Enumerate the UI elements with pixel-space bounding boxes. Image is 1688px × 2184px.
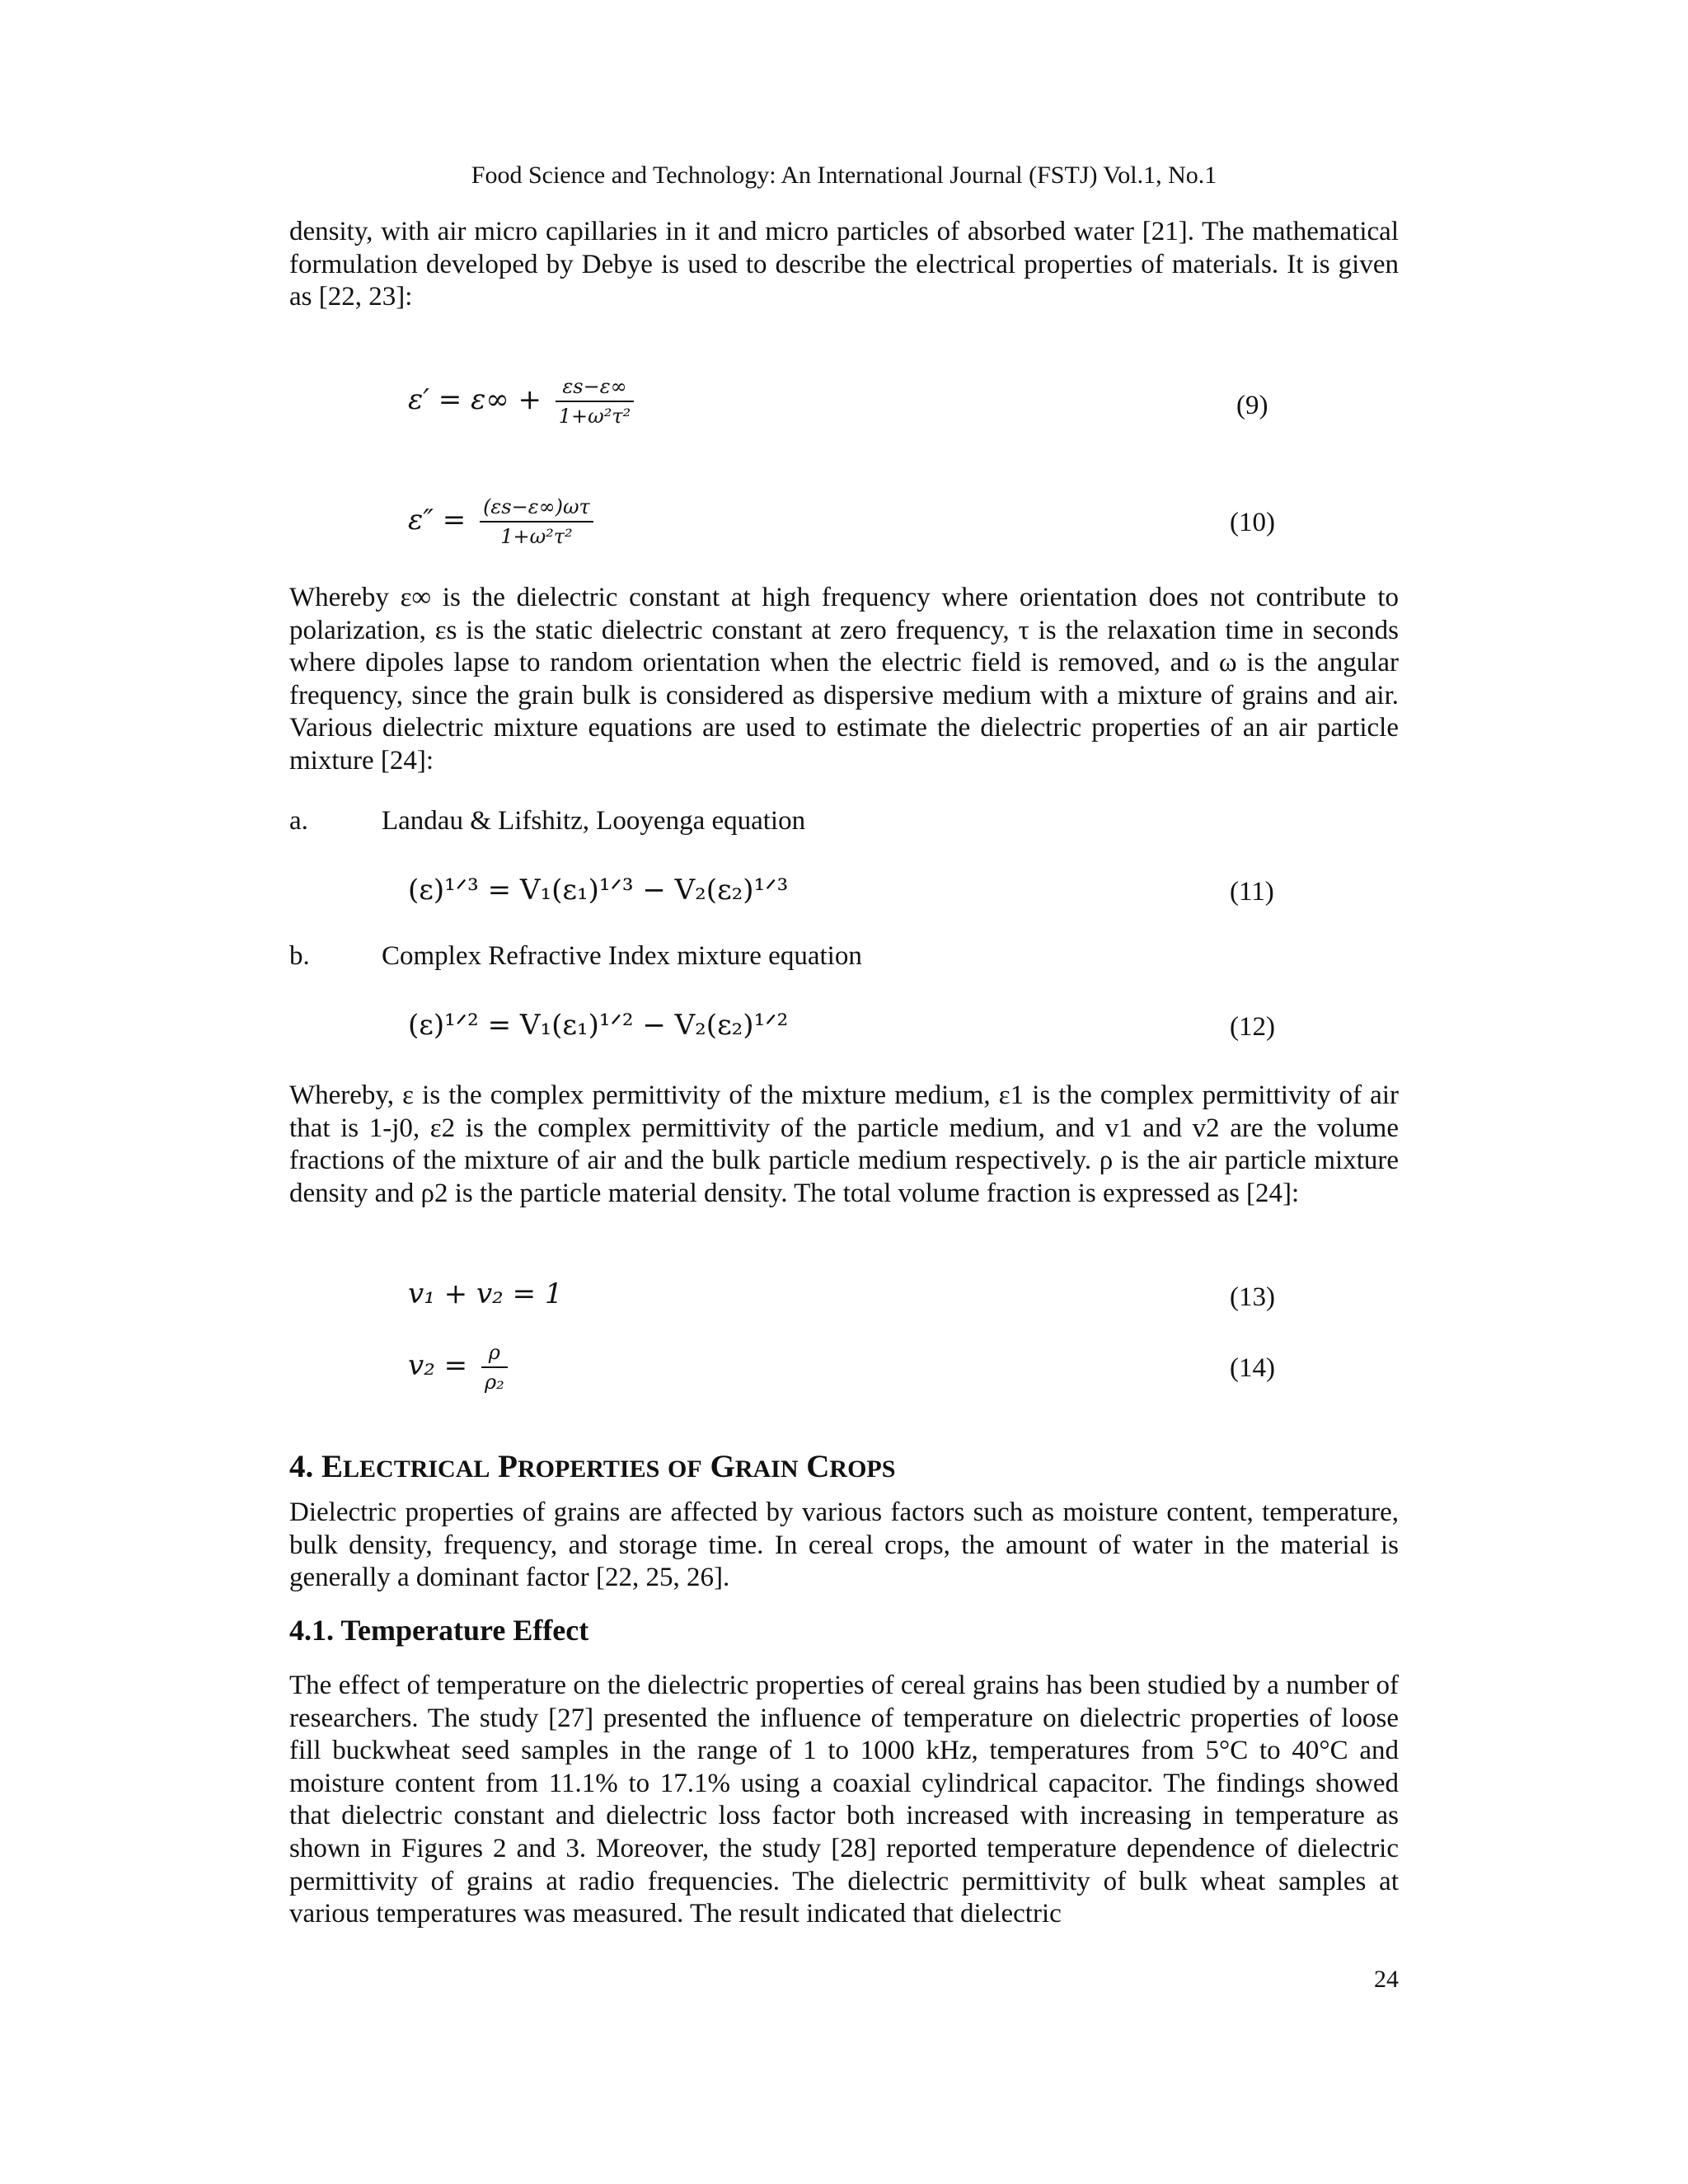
equation-9-fraction [556, 374, 634, 429]
equation-9 [408, 374, 634, 429]
equation-10-fraction [480, 494, 593, 549]
list-item-a-text: Landau & Lifshitz, Looyenga equation [382, 806, 806, 836]
list-item-b-label: b. [289, 941, 310, 971]
section-4-word4-rest: RAIN [734, 1455, 799, 1483]
whereby-paragraph: Whereby ε∞ is the dielectric constant at high frequency where orientation does not contribute to polarization, εs is the static dielectric constant at zero frequency, τ is the relaxation time in seconds where dipoles lapse to random orientation when the electric field is removed, and ω is the angular frequency, since the grain bulk is considered as dispersive medium with a mixture of grains and air. Various dielectric mixture equations are used to estimate the dielectric properties of an air particle mixture [24]: [289, 583, 1399, 776]
intro-paragraph: density, with air micro capillaries in it and micro particles of absorbed water [21]. The mathematical formulation developed by Debye is used to describe the electrical properties of materials. It is given as [22, 23]: [289, 217, 1399, 312]
equation-14-number: (14) [1230, 1353, 1275, 1383]
section-4-word2-cap: P [498, 1449, 518, 1484]
equation-9-denominator: 1+ω²τ² [558, 405, 631, 428]
list-item-b-text: Complex Refractive Index mixture equation [382, 941, 862, 971]
equation-13: v₁ + v₂ = 1 [408, 1277, 563, 1310]
section-4-word2-rest: ROPERTIES [517, 1455, 660, 1483]
equation-11-number: (11) [1230, 877, 1274, 907]
equation-9-number: (9) [1236, 391, 1268, 420]
equation-14-denominator: ρ₂ [484, 1371, 504, 1394]
equation-10-numerator: (εs−ε∞)ωτ [480, 494, 593, 523]
equation-12-number: (12) [1230, 1012, 1275, 1042]
equation-11: (ε)¹ᐟ³ = V₁(ε₁)¹ᐟ³ − V₂(ε₂)¹ᐟ³ [408, 874, 789, 907]
section-4-word1-cap: E [321, 1449, 344, 1484]
equation-10-lhs: ε″ = [408, 504, 467, 537]
section-4-word3: OF [668, 1455, 702, 1483]
equation-9-lhs: ε′ = ε∞ + [408, 383, 542, 416]
equation-14-fraction [481, 1340, 508, 1394]
subsection-4-1-paragraph: The effect of temperature on the dielectric properties of cereal grains has been studied by a number of researchers. The study [27] presented the influence of temperature on dielectric properties of loose fill buckwheat seed samples in the range of 1 to 1000 kHz, temperatures from 5°C to 40°C and moisture content from 11.1% to 17.1% using a coaxial cylindrical capacitor. The findings showed that dielectric constant and dielectric loss factor both increased with increasing in temperature as shown in Figures 2 and 3. Moreover, the study [28] reported temperature dependence of dielectric permittivity of grains at radio frequencies. The dielectric permittivity of bulk wheat samples at various temperatures was measured. The result indicated that dielectric [289, 1671, 1399, 1929]
section-4-paragraph: Dielectric properties of grains are affected by various factors such as moisture content, temperature, bulk density, frequency, and storage time. In cereal crops, the amount of water in the material is generally a dominant factor [22, 25, 26]. [289, 1497, 1399, 1593]
equation-13-number: (13) [1230, 1282, 1275, 1312]
equation-14-numerator: ρ [481, 1340, 508, 1368]
section-4-heading [289, 1448, 895, 1485]
subsection-4-1-heading: 4.1. Temperature Effect [289, 1614, 589, 1647]
section-4-number: 4. [289, 1449, 314, 1484]
page-number: 24 [1374, 1966, 1399, 1993]
section-4-word1-rest: LECTRICAL [343, 1455, 490, 1483]
equation-10 [408, 494, 593, 549]
equation-14 [408, 1340, 508, 1394]
list-item-a-label: a. [289, 806, 308, 836]
equation-14-lhs: v₂ = [408, 1349, 468, 1382]
equation-9-numerator: εs−ε∞ [556, 374, 634, 402]
whereby2-paragraph: Whereby, ε is the complex permittivity of the mixture medium, ε1 is the complex permittivity of air that is 1-j0, ε2 is the complex permittivity of the particle medium, and v1 and v2 are the volume fractions of the mixture of air and the bulk particle medium respectively. ρ is the air particle mixture density and ρ2 is the particle material density. The total volume fraction is expressed as [24]: [289, 1080, 1399, 1208]
equation-12: (ε)¹ᐟ² = V₁(ε₁)¹ᐟ² − V₂(ε₂)¹ᐟ² [408, 1009, 789, 1042]
section-4-word5-rest: ROPS [829, 1455, 896, 1483]
section-4-word5-cap: C [806, 1449, 830, 1484]
equation-10-number: (10) [1230, 508, 1275, 537]
running-header: Food Science and Technology: An International Journal (FSTJ) Vol.1, No.1 [471, 162, 1217, 189]
equation-10-denominator: 1+ω²τ² [500, 525, 573, 548]
section-4-word4-cap: G [710, 1449, 735, 1484]
